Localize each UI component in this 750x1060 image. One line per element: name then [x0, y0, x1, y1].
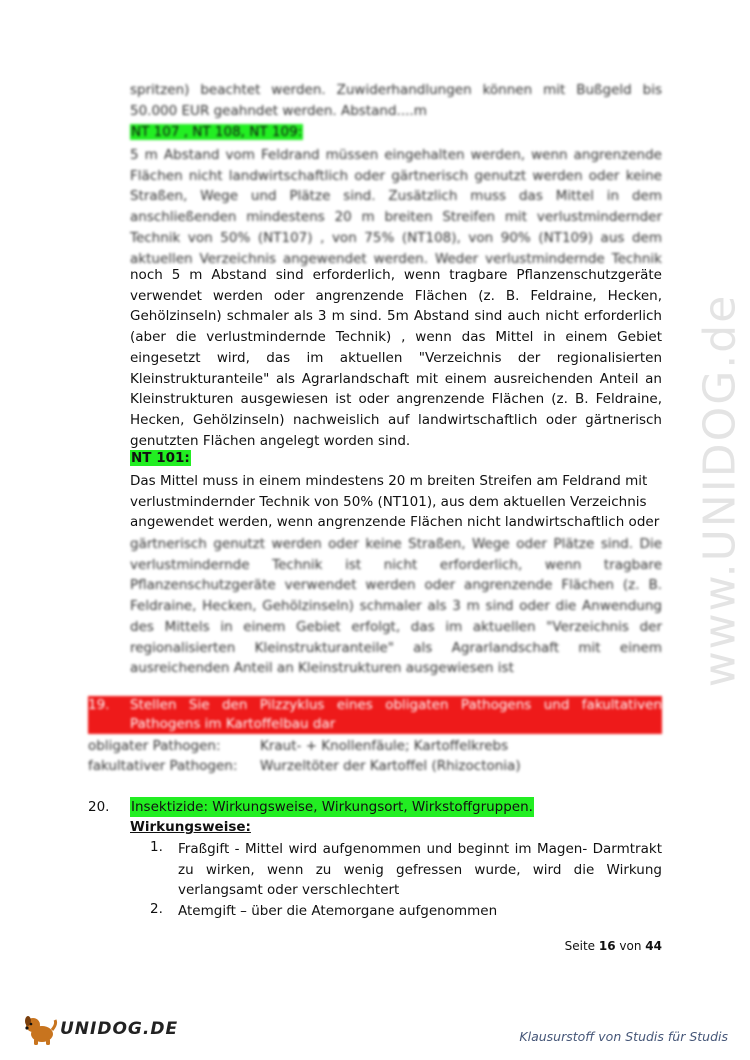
nt-107-heading-block	[130, 124, 662, 140]
blur-top-line-1: spritzen) beachtet werden. Zuwiderhandlungen können mit Bußgeld bis	[130, 82, 662, 98]
q19-text: Stellen Sie den Pilzzyklus eines obligaten Pathogens und fakultativen Pathogens im Kartoffelbau dar	[130, 697, 662, 732]
q19-row-1	[88, 736, 662, 756]
q19-row-1-label: obligater Pathogen:	[88, 738, 221, 754]
q20-title: Insektizide: Wirkungsweise, Wirkungsort, Wirkstoffgruppen.	[131, 799, 533, 815]
list-item-number: 1.	[150, 839, 163, 855]
list-item-number: 2.	[150, 901, 163, 918]
q19-row-2-value: Wurzeltöter der Kartoffel (Rhizoctonia)	[260, 758, 521, 774]
page-total: 44	[645, 939, 662, 953]
nt101-line-2: verlustmindernder Technik von 50% (NT101), aus dem aktuellen Verzeichnis	[130, 493, 647, 510]
q20-number: 20.	[88, 799, 110, 815]
blur-nt101-block	[130, 534, 662, 679]
watermark	[695, 240, 745, 740]
dog-icon	[22, 1012, 58, 1046]
nt107-clear-paragraph: noch 5 m Abstand sind erforderlich, wenn tragbare Pflanzenschutzgeräte verwendet werden oder angrenzende Flächen (z. B. Feldraine, Hecken, Gehölzinseln) schmaler als 3 m sind. 5m Abstand sind auch nicht erforderlich (aber die verlustmindernde Technik) , wenn das Mittel in einem Gebiet eingesetzt wird, das im aktuellen "Verzeichnis der regionalisierten Kleinstrukturanteile" als Agrarlandschaft mit einem ausreichenden Anteil an Kleinstrukturen ausgewiesen ist oder angrenzende Flächen (z. B. Feldraine, Hecken, Gehölzinseln) nachweislich auf landwirtschaftlich oder gärtnerisch genutzten Flächen angelegt worden sind.	[130, 267, 662, 449]
blur-nt101-paragraph: gärtnerisch genutzt werden oder keine Straßen, Wege oder Plätze sind. Die verlustmindernde Technik ist nicht erforderlich, wenn tragbare Pflanzenschutzgeräte verwendet werden oder angrenzende Flächen (z. B. Feldraine, Hecken, Gehölzinseln) schmaler als 3 m sind oder die Anwendung des Mittels in einem Gebiet erfolgt, das im aktuellen "Verzeichnis der regionalisierten Kleinstrukturanteile" als Agrarlandschaft mit einem ausreichenden Anteil an Kleinstrukturen ausgewiesen ist	[130, 536, 662, 677]
page-current: 16	[598, 939, 616, 953]
q20-list	[150, 839, 662, 922]
nt-101-heading: NT 101:	[131, 450, 190, 466]
list-item-text: Atemgift – über die Atemorgane aufgenommen	[178, 903, 498, 920]
nt-107-heading: NT 107 , NT 108, NT 109:	[131, 124, 303, 140]
q20-heading	[88, 797, 662, 817]
list-item	[150, 901, 662, 922]
page-prefix: Seite	[564, 939, 596, 953]
blur-top-block	[130, 80, 662, 121]
blur-top-line-2: 50.000 EUR geahndet werden. Abstand....m	[130, 102, 427, 119]
q19-number: 19.	[88, 697, 110, 713]
blur-nt107-paragraph: 5 m Abstand vom Feldrand müssen eingehalten werden, wenn angrenzende Flächen nicht landwirtschaftlich oder gärtnerisch genutzt werden oder keine Straßen, Wege und Plätze sind. Zusätzlich muss das Mittel in dem anschließenden mindestens 20 m breiten Streifen mit verlustmindernder Technik von 50% (NT107) , von 75% (NT108), von 90% (NT109) aus dem aktuellen Verzeichnis angewendet werden. Weder verlustmindernde Technik	[130, 147, 662, 267]
list-item-text: Fraßgift - Mittel wird aufgenommen und beginnt im Magen- Darmtrakt zu wirken, wenn zu wenig gefressen wurde, wird die Wirkung verlangsamt oder verschlechtert	[178, 841, 662, 899]
q19-row-1-value: Kraut- + Knollenfäule; Kartoffelkrebs	[260, 738, 509, 754]
q19-row-2	[88, 756, 662, 776]
watermark-text: www.UNIDOG.de	[694, 293, 746, 687]
q20-block	[88, 797, 662, 922]
q19-block	[88, 696, 662, 776]
list-item	[150, 839, 662, 901]
nt101-clear-block	[130, 471, 662, 533]
q19-row-2-label: fakultativer Pathogen:	[88, 758, 238, 774]
nt101-line-1: Das Mittel muss in einem mindestens 20 m breiten Streifen am Feldrand mit	[130, 473, 648, 489]
nt107-clear-block	[130, 265, 662, 451]
page-sep: von	[619, 939, 642, 953]
footer-tagline: Klausurstoff von Studis für Studis	[519, 1029, 728, 1044]
logo-text: UNIDOG.DE	[60, 1019, 179, 1039]
blur-nt107-block	[130, 145, 662, 269]
page-number	[565, 939, 662, 953]
unidog-logo	[22, 1012, 178, 1046]
q19-heading	[88, 696, 662, 734]
q20-subheading: Wirkungsweise:	[130, 819, 251, 835]
nt-101-heading-block	[130, 450, 662, 466]
nt101-line-3: angewendet werden, wenn angrenzende Flächen nicht landwirtschaftlich oder	[130, 514, 660, 531]
